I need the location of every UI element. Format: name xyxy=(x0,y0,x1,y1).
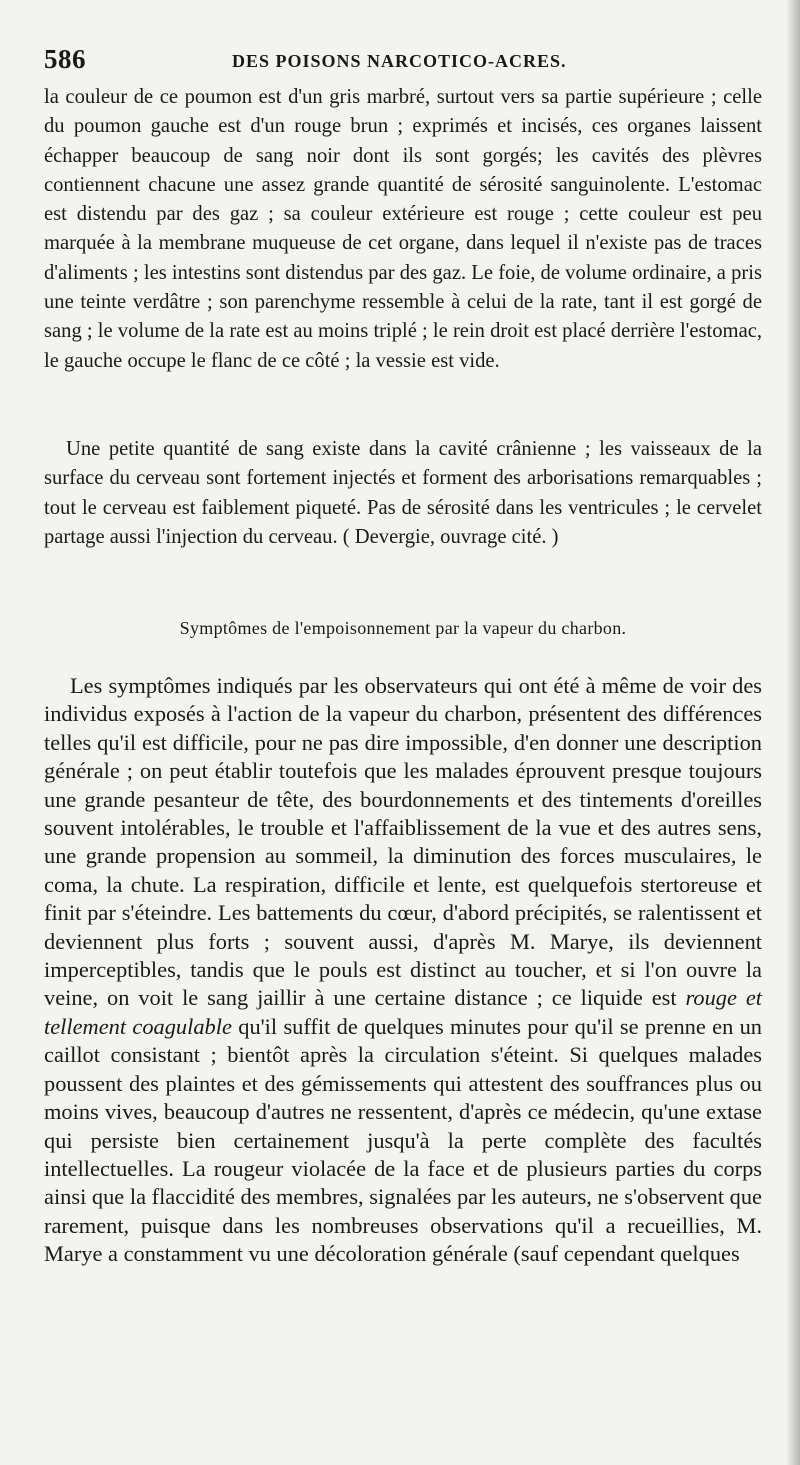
page-edge-shadow xyxy=(786,0,800,1465)
paragraph-brain-findings: Une petite quantité de sang existe dans la cavité crânienne ; les vaisseaux de la surface du cerveau sont fortement injectés et forment des arborisations remarquables ; tout le cerveau est faiblement piqueté. Pas de sérosité dans les ventricules ; le cervelet partage aussi l'injection du cerveau. ( Devergie, ouvrage cité. ) xyxy=(44,438,762,548)
paragraph-autopsy-continued: la couleur de ce poumon est d'un gris marbré, surtout vers sa partie supérieure ; celle du poumon gauche est d'un rouge brun ; exprimés et incisés, ces organes laissent échapper beaucoup de sang noir dont ils sont gorgés; les cavités des plèvres contiennent chacune une assez grande quantité de sérosité sanguinolente. L'estomac est distendu par des gaz ; sa couleur extérieure est rouge ; cette couleur est peu marquée à la membrane muqueuse de cet organe, dans lequel il n'existe pas de traces d'aliments ; les intestins sont distendus par des gaz. Le foie, de volume ordinaire, a pris une teinte verdâtre ; son parenchyme ressemble à celui de la rate, tant il est gorgé de sang ; le volume de la rate est au moins triplé ; le rein droit est placé derrière l'estomac, le gauche occupe le flanc de ce côté ; la vessie est vide. xyxy=(44,86,762,372)
page-number: 586 xyxy=(44,44,86,74)
running-head: DES POISONS NARCOTICO-ACRES. xyxy=(232,51,567,71)
symptoms-text-part2: qu'il suffit de quelques minutes pour qu'il se prenne en un caillot consistant ; bientôt après la circulation s'éteint. Si quelques malades poussent des plaintes et des gémissements qui attestent des souffrances plus ou moins vives, beaucoup d'autres ne ressentent, d'après ce médecin, qu'une extase qui persiste bien certainement jusqu'à la perte complète des facultés intellectuelles. La rougeur violacée de la face et de plusieurs parties du corps ainsi que la flaccidité des membres, signalées par les auteurs, ne s'observent que rarement, puisque dans les nombreuses observations qu'il a recueillies, M. Marye a constamment vu une décoloration générale (sauf cependant quelques xyxy=(44,1013,762,1267)
page-header xyxy=(44,40,764,80)
section-heading: Symptômes de l'empoisonnement par la vapeur du charbon. xyxy=(179,618,627,638)
symptoms-italic-phrase: rouge et tellement coagulable xyxy=(44,985,762,1039)
paragraph-symptoms xyxy=(44,672,762,1269)
symptoms-text-part1: Les symptômes indiqués par les observateurs qui ont été à même de voir des individus exposés à l'action de la vapeur du charbon, présentent des différences telles qu'il est difficile, pour ne pas dire impossible, d'en donner une description générale ; on peut établir toutefois que les malades éprouvent presque toujours une grande pesanteur de tête, des bourdonnements et des tintements d'oreilles souvent intolérables, le trouble et l'affaiblissement de la vue et des autres sens, une grande propension au sommeil, la diminution des forces musculaires, le coma, la chute. La respiration, difficile et lente, est quelquefois stertoreuse et finit par s'éteindre. Les battements du cœur, d'abord précipités, se ralentissent et deviennent plus forts ; souvent aussi, d'après M. Marye, ils deviennent imperceptibles, tandis que le pouls est distinct au toucher, et si l'on ouvre la veine, on voit le sang jaillir à une certaine distance ; ce liquide est xyxy=(44,673,762,1011)
